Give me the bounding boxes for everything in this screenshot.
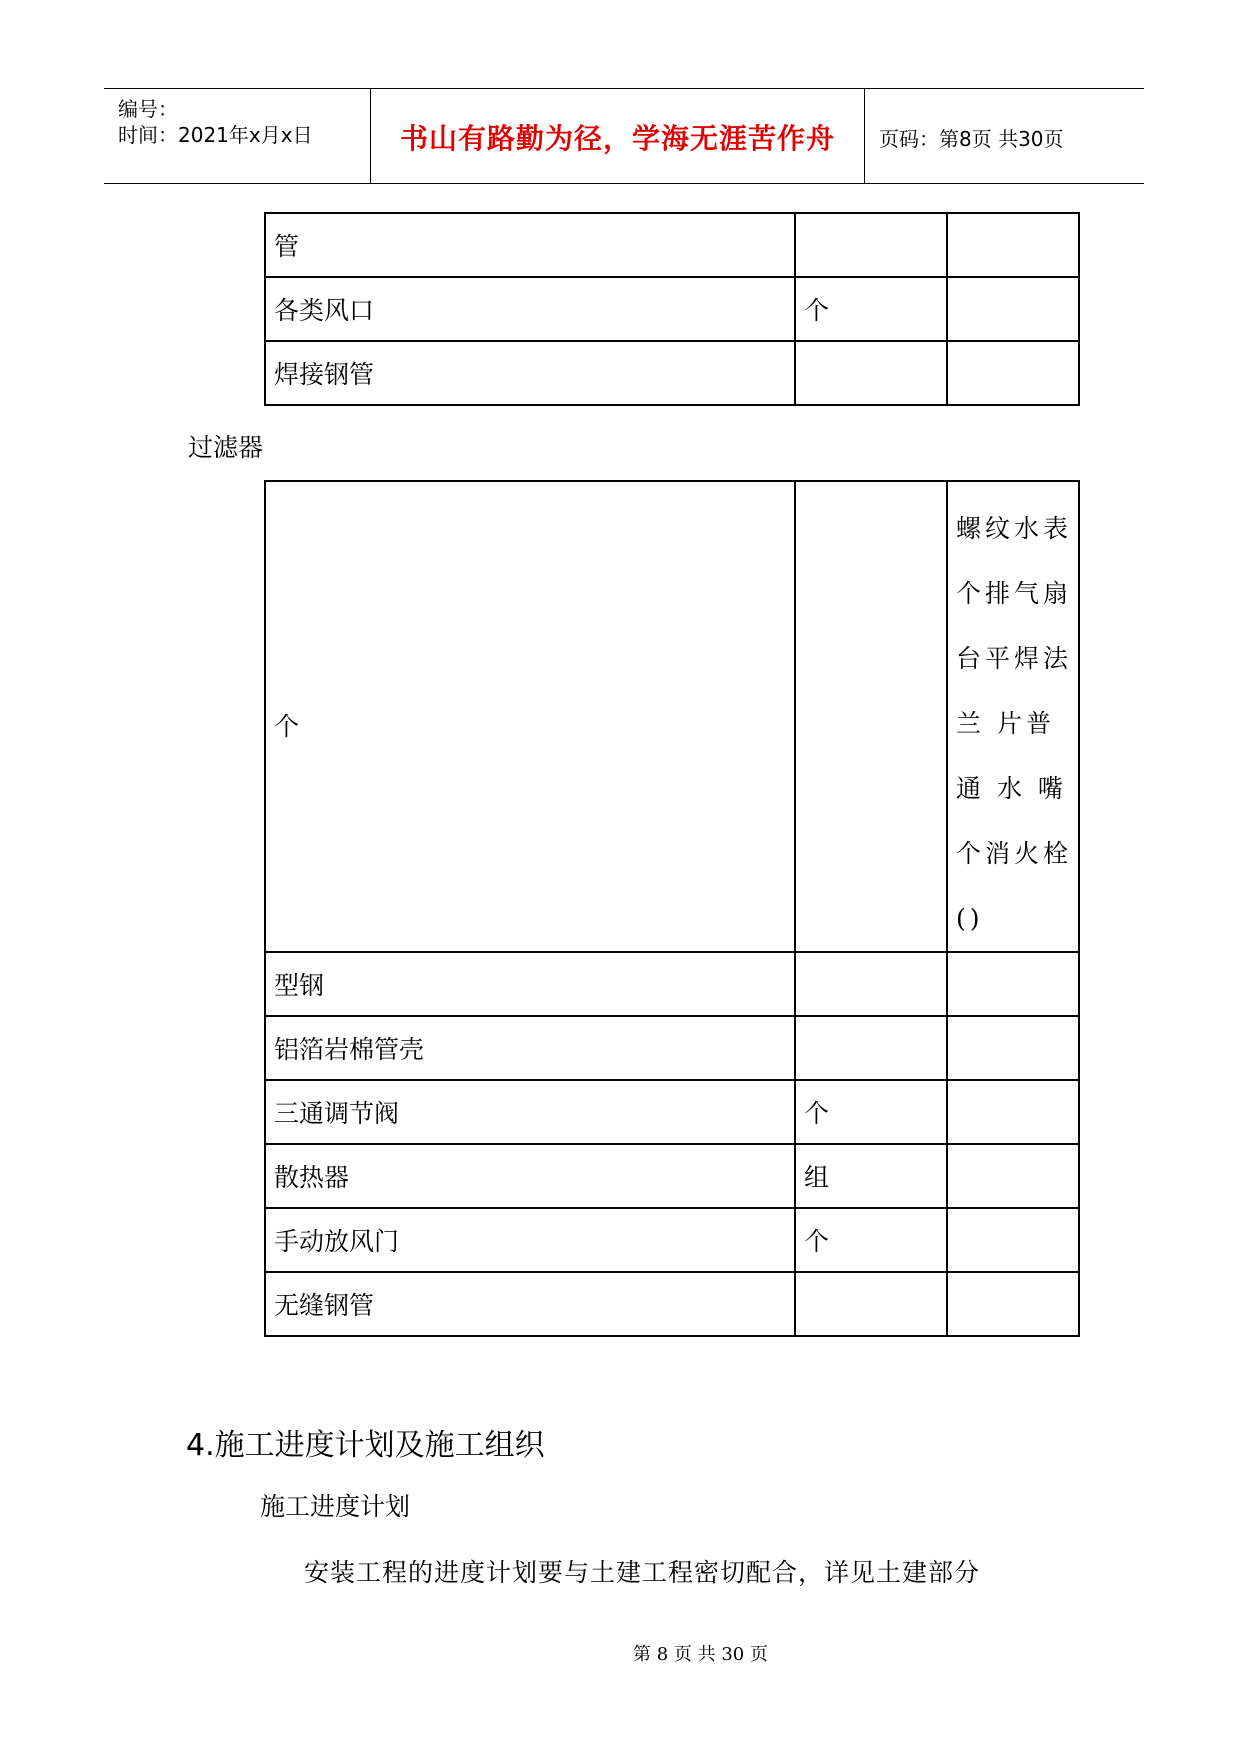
header-right-cell — [865, 89, 1144, 183]
table-row — [265, 1208, 1079, 1272]
item-qty — [947, 213, 1079, 277]
item-qty — [947, 277, 1079, 341]
note-line: () — [956, 904, 984, 933]
item-name: 焊接钢管 — [265, 341, 795, 405]
note-line: 台平焊法 — [956, 644, 1073, 673]
item-unit: 组 — [795, 1144, 947, 1208]
time-label: 时间：2021年x月x日 — [118, 123, 313, 147]
number-label: 编号： — [118, 97, 178, 121]
item-unit: 个 — [795, 1080, 947, 1144]
table-row — [265, 277, 1079, 341]
item-unit: 个 — [795, 1208, 947, 1272]
item-name: 无缝钢管 — [265, 1272, 795, 1336]
page-header — [104, 88, 1144, 184]
item-name: 铝箔岩棉管壳 — [265, 1016, 795, 1080]
item-qty — [947, 341, 1079, 405]
page-code: 页码：第8页 共30页 — [879, 127, 1064, 151]
table-row — [265, 952, 1079, 1016]
note-line: 通 水 嘴 — [956, 774, 1067, 803]
materials-table-bottom — [264, 480, 1080, 1337]
note-line: 兰 片普 — [956, 709, 1055, 738]
item-qty — [947, 1208, 1079, 1272]
item-qty — [947, 1016, 1079, 1080]
materials-table-top — [264, 212, 1080, 406]
header-middle-cell — [371, 89, 865, 183]
sub-heading: 施工进度计划 — [260, 1492, 411, 1521]
item-qty — [947, 952, 1079, 1016]
item-name: 各类风口 — [265, 277, 795, 341]
item-unit — [795, 1272, 947, 1336]
between-text: 过滤器 — [188, 433, 264, 462]
item-notes-cell — [947, 481, 1079, 952]
item-name: 三通调节阀 — [265, 1080, 795, 1144]
note-line: 螺纹水表 — [956, 514, 1073, 543]
item-name: 手动放风门 — [265, 1208, 795, 1272]
item-name: 型钢 — [265, 952, 795, 1016]
note-line: 个排气扇 — [956, 579, 1073, 608]
item-qty — [947, 1080, 1079, 1144]
table-row — [265, 1080, 1079, 1144]
item-qty — [947, 1272, 1079, 1336]
item-unit — [795, 1016, 947, 1080]
item-unit — [795, 952, 947, 1016]
item-unit — [795, 341, 947, 405]
section-heading: 4.施工进度计划及施工组织 — [186, 1428, 545, 1463]
item-name-cell — [265, 481, 795, 952]
table-row — [265, 213, 1079, 277]
page-footer: 第 8 页 共 30 页 — [633, 1644, 768, 1665]
table-row — [265, 1144, 1079, 1208]
table-row — [265, 1016, 1079, 1080]
table-row — [265, 341, 1079, 405]
motto: 书山有路勤为径，学海无涯苦作舟 — [399, 122, 835, 155]
item-qty — [947, 1144, 1079, 1208]
item-name: 管 — [265, 213, 795, 277]
item-name: 个 — [274, 711, 300, 741]
header-left-cell — [104, 89, 371, 183]
item-notes — [956, 482, 1073, 951]
item-unit — [795, 481, 947, 952]
body-paragraph: 安装工程的进度计划要与土建工程密切配合，详见土建部分 — [304, 1558, 981, 1587]
item-unit — [795, 213, 947, 277]
note-line: 个消火栓 — [956, 839, 1073, 868]
item-name: 散热器 — [265, 1144, 795, 1208]
table-row — [265, 1272, 1079, 1336]
table-row-tall — [265, 481, 1079, 952]
item-unit: 个 — [795, 277, 947, 341]
